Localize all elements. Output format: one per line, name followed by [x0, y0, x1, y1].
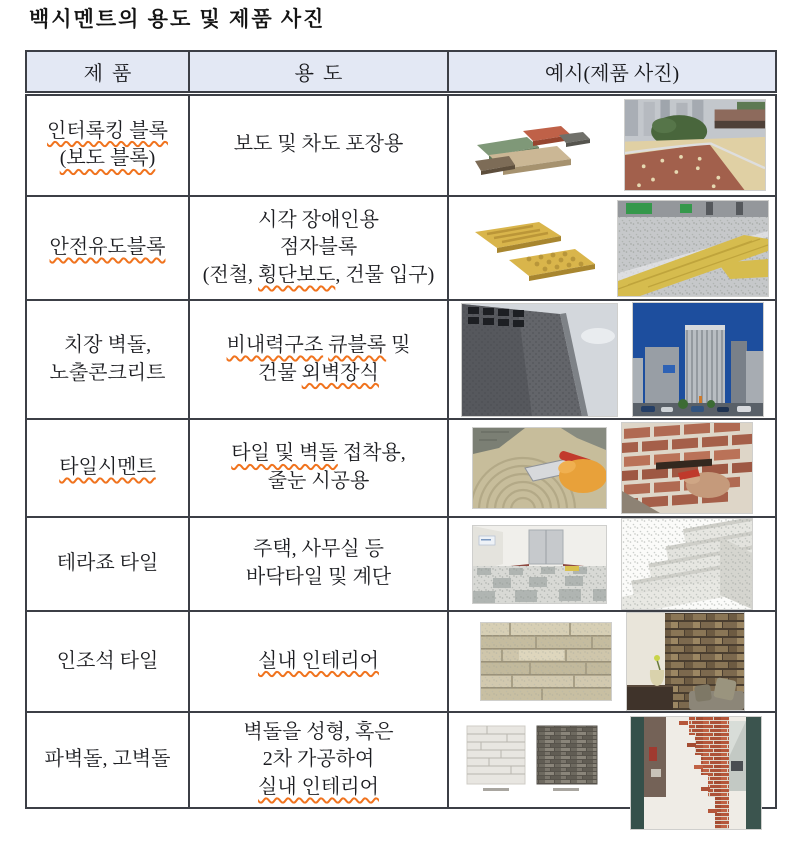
photo-terrazzo-stairs — [622, 519, 752, 609]
photos-cell — [448, 300, 776, 419]
photo-tile-adhesive-trowel — [473, 428, 606, 508]
table-row — [26, 712, 776, 808]
table-row — [26, 93, 776, 196]
usage-text: 건물 외벽장식 — [258, 361, 379, 384]
product-name: 테라죠 타일 — [56, 552, 159, 575]
product-cell — [26, 517, 189, 611]
photo-block-paved-sidewalk — [625, 100, 765, 190]
photo-highrise-buildings — [633, 303, 763, 416]
photo-exposed-concrete-facade — [462, 304, 617, 416]
usage-cell — [189, 300, 448, 419]
product-name-sub: 노출콘크리트 — [49, 361, 166, 384]
product-cell — [26, 300, 189, 419]
photo-brick-grouting-hand — [622, 423, 752, 513]
product-usage-table — [25, 50, 777, 809]
photo-stone-wall-interior — [627, 613, 744, 710]
usage-cell — [189, 712, 448, 808]
product-cell — [26, 196, 189, 300]
usage-text: 주택, 사무실 등 — [253, 538, 384, 561]
usage-text: 벽돌을 성형, 혹은 — [243, 720, 394, 743]
product-name: 인조석 타일 — [56, 649, 159, 672]
table-row — [26, 300, 776, 419]
photo-tactile-block-product — [457, 206, 602, 291]
photos-cell — [448, 712, 776, 808]
photos-cell — [448, 611, 776, 712]
product-name: 안전유도블록 — [49, 236, 166, 259]
usage-text: 타일 및 벽돌 접착용, — [231, 442, 406, 465]
photo-brick-sample-panels — [465, 724, 600, 796]
photos-cell — [448, 196, 776, 300]
usage-text: 줄눈 시공용 — [267, 470, 370, 492]
photo-brick-corner-interior — [631, 717, 761, 829]
table-row — [26, 196, 776, 300]
table-row — [26, 419, 776, 517]
photos-cell — [448, 419, 776, 517]
usage-text: 2차 가공하여 — [262, 748, 375, 771]
usage-text: 보도 및 차도 포장용 — [233, 133, 404, 156]
product-name: 파벽돌, 고벽돌 — [44, 748, 171, 771]
photo-tactile-path-floor — [618, 201, 768, 296]
product-name: 치장 벽돌, — [63, 333, 152, 356]
usage-text: 점자블록 — [279, 236, 358, 259]
photos-cell — [448, 93, 776, 196]
usage-text: 바닥타일 및 계단 — [245, 566, 392, 588]
product-name: 인터록킹 블록 — [47, 119, 168, 142]
product-cell — [26, 93, 189, 196]
usage-text: 실내 인테리어 — [258, 775, 379, 798]
usage-cell — [189, 93, 448, 196]
photo-paving-block-product — [459, 105, 609, 185]
header-usage: 용도 — [189, 51, 448, 93]
table-header-row — [26, 51, 776, 93]
photo-terrazzo-floor-lobby — [473, 526, 606, 603]
header-example: 예시(제품 사진) — [448, 51, 776, 93]
usage-cell — [189, 517, 448, 611]
usage-text: 비내력구조 큐블록 및 — [226, 333, 411, 356]
product-cell — [26, 419, 189, 517]
page-title: 백시멘트의 용도 및 제품 사진 — [29, 7, 326, 31]
usage-cell — [189, 196, 448, 300]
usage-cell — [189, 611, 448, 712]
product-cell — [26, 611, 189, 712]
table-row — [26, 611, 776, 712]
photos-cell — [448, 517, 776, 611]
photo-artificial-stone-tile — [481, 623, 611, 700]
product-cell — [26, 712, 189, 808]
usage-text: 실내 인테리어 — [258, 649, 379, 672]
product-name: 타일시멘트 — [59, 456, 156, 479]
header-product: 제품 — [26, 51, 189, 93]
usage-cell — [189, 419, 448, 517]
usage-text: (전철, 횡단보도, 건물 입구) — [202, 263, 435, 286]
product-name-sub: (보도 블록) — [59, 147, 156, 170]
usage-text: 시각 장애인용 — [258, 208, 379, 231]
table-row — [26, 517, 776, 611]
